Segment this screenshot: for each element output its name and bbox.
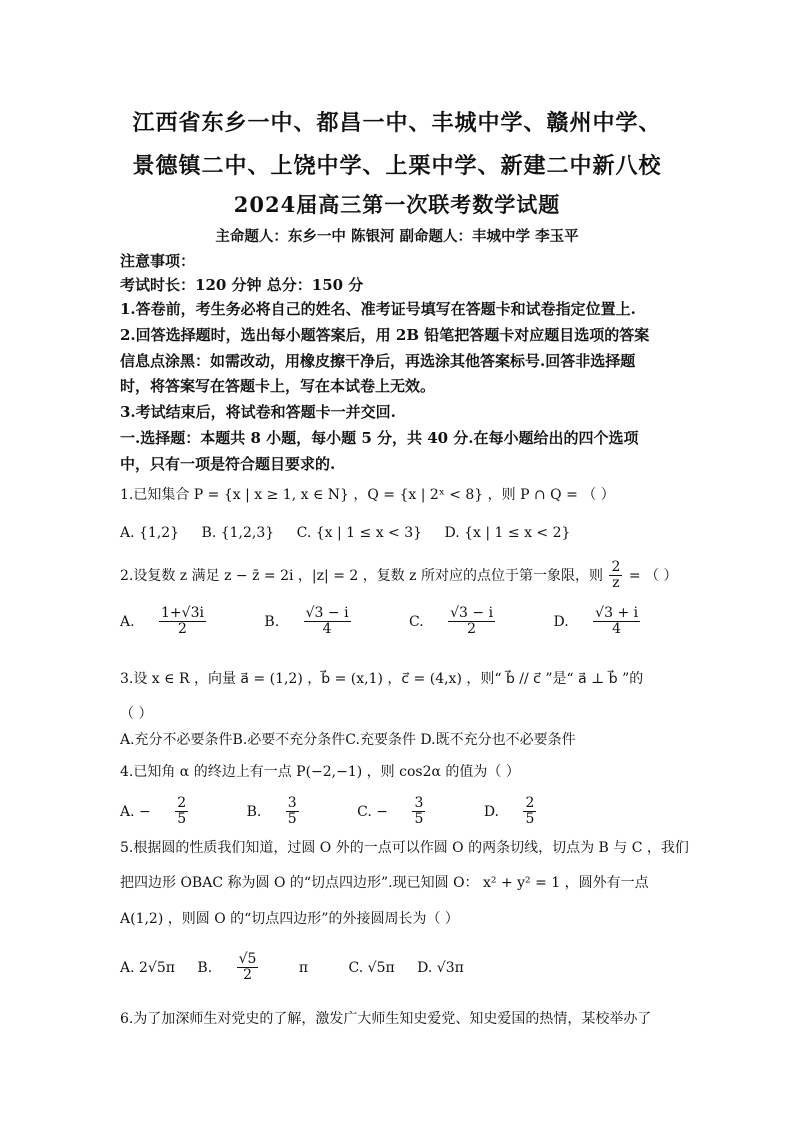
notice-item-2c: 时，将答案写在答题卡上，写在本试卷上无效。 <box>120 377 436 395</box>
q5-options <box>120 952 482 984</box>
q2-d-label: D. <box>553 613 569 630</box>
exam-title: 2024届高三第一次联考数学试题 <box>233 192 561 217</box>
q5-b-num: √5 <box>238 951 257 967</box>
notice-item-2a: 2.回答选择题时，选出每小题答案后，用 2B 铅笔把答题卡对应题目选项的答案 <box>120 326 650 344</box>
q5-line-3: A(1,2) ，则圆 O 的“切点四边形”的外接圆周长为（ ） <box>120 911 459 927</box>
q1-option-a: A. {1,2} <box>120 525 180 541</box>
q2-stem-pre: 2.设复数 z 满足 z − z̄ = 2i ，|z| = 2 ，复数 z 所对应的点位于第一象限，则 <box>120 567 604 584</box>
q4-b-label: B. <box>246 803 262 820</box>
q2-d-den: 4 <box>612 621 622 638</box>
q1-options <box>120 525 588 541</box>
q5-option-d: D. √3π <box>417 959 464 976</box>
notice-heading: 注意事项： <box>120 252 196 270</box>
q4-d-fraction <box>523 796 554 828</box>
q4-b-den: 5 <box>287 811 297 828</box>
q3-stem: 3.设 x ∈ R ，向量 a⃗ = (1,2) ，b⃗ = (x,1) ，c⃗ = (4,x) ，则“ b⃗ // c⃗ ”是“ a⃗ ⊥ b⃗ ”的 <box>120 671 644 687</box>
q4-b-fraction <box>286 796 317 828</box>
notice-time: 考试时长：120 分钟 总分：150 分 <box>120 276 364 294</box>
q3-paren: （ ） <box>120 706 153 722</box>
q2-option-c <box>409 606 531 638</box>
q5-option-c: C. √5π <box>348 959 395 976</box>
title-line-2: 景德镇二中、上饶中学、上栗中学、新建二中新八校 <box>132 153 662 179</box>
q5-b-label: B. <box>197 959 213 976</box>
q5-option-b <box>197 952 326 984</box>
notice-item-1: 1.答卷前，考生务必将自己的姓名、准考证号填写在答题卡和试卷指定位置上. <box>120 300 636 318</box>
q1-stem: 1.已知集合 P = {x | x ≥ 1, x ∈ N} ，Q = {x | 2ˣ < 8} ，则 P ∩ Q = （ ） <box>120 487 615 503</box>
q4-a-den: 5 <box>177 811 187 828</box>
q4-b-num: 3 <box>287 795 297 811</box>
q2-stem <box>120 560 677 592</box>
q2-stem-fraction <box>609 560 622 592</box>
notice-item-2b: 信息点涂黑：如需改动，用橡皮擦干净后，再选涂其他答案标号.回答非选择题 <box>120 352 636 370</box>
q4-stem: 4.已知角 α 的终边上有一点 P(−2,−1) ，则 cos2α 的值为（ ） <box>120 764 520 780</box>
notice-item-3: 3.考试结束后，将试卷和答题卡一并交回. <box>120 403 396 421</box>
q5-b-post: π <box>298 959 309 976</box>
q4-option-d <box>484 796 573 828</box>
q1-option-d: D. {x | 1 ≤ x < 2} <box>444 525 571 541</box>
q2-b-fraction <box>304 606 369 638</box>
q2-options <box>120 606 694 638</box>
section1-line-1: 一.选择题：本题共 8 小题，每小题 5 分，共 40 分.在每小题给出的四个选项 <box>120 429 639 447</box>
q2-b-num: √3 − i <box>305 605 349 621</box>
q4-a-label: A. − <box>120 803 151 820</box>
q1-option-b: B. {1,2,3} <box>201 525 275 541</box>
q2-a-label: A. <box>120 613 135 630</box>
section1-line-2: 中，只有一项是符合题目要求的. <box>120 455 336 473</box>
q2-b-den: 4 <box>322 621 332 638</box>
q5-line-2: 把四边形 OBAC 称为圆 O 的“切点四边形”.现已知圆 O： x² + y² = 1 ，圆外有一点 <box>120 875 649 891</box>
q2-stem-frac-num: 2 <box>611 559 621 575</box>
q4-c-fraction <box>412 796 443 828</box>
q2-stem-post: = （ ） <box>628 567 678 584</box>
q3-options: A.充分不必要条件B.必要不充分条件C.充要条件 D.既不充分也不必要条件 <box>120 732 576 748</box>
q4-option-c <box>357 796 461 828</box>
q4-option-b <box>247 796 335 828</box>
authors-line: 主命题人：东乡一中 陈银河 副命题人：丰城中学 李玉平 <box>215 228 579 245</box>
q5-b-fraction <box>237 952 277 984</box>
q4-c-label: C. − <box>357 803 388 820</box>
q6-line-1: 6.为了加深师生对党史的了解，激发广大师生知史爱党、知史爱国的热情，某校举办了 <box>120 1011 652 1027</box>
q4-option-a <box>120 796 224 828</box>
q2-c-label: C. <box>409 613 424 630</box>
q2-c-den: 2 <box>467 621 477 638</box>
q2-a-den: 2 <box>178 621 187 638</box>
q2-d-fraction <box>593 606 658 638</box>
q4-c-den: 5 <box>414 811 424 828</box>
q2-c-fraction <box>448 606 513 638</box>
q2-option-d <box>554 606 677 638</box>
q4-a-num: 2 <box>177 795 187 811</box>
q2-d-num: √3 + i <box>595 605 639 621</box>
q2-a-fraction <box>159 606 224 638</box>
q2-option-b <box>264 606 386 638</box>
q2-option-a <box>120 606 242 638</box>
q4-d-label: D. <box>483 803 500 820</box>
q5-b-den: 2 <box>243 967 252 984</box>
q1-option-c: C. {x | 1 ≤ x < 3} <box>296 525 423 541</box>
q4-d-den: 5 <box>525 811 535 828</box>
q5-line-1: 5.根据圆的性质我们知道，过圆 O 外的一点可以作圆 O 的两条切线，切点为 B 与 C ，我们 <box>120 840 689 856</box>
q4-a-fraction <box>175 796 206 828</box>
q2-c-num: √3 − i <box>450 605 494 621</box>
q5-option-a: A. 2√5π <box>120 959 175 976</box>
q2-a-num: 1+√3i <box>161 605 204 621</box>
q2-stem-frac-den: z <box>612 575 620 592</box>
q4-d-num: 2 <box>525 795 535 811</box>
q4-c-num: 3 <box>414 795 424 811</box>
q4-options <box>120 796 590 828</box>
q2-b-label: B. <box>264 613 280 630</box>
title-line-1: 江西省东乡一中、都昌一中、丰城中学、赣州中学、 <box>132 110 662 136</box>
